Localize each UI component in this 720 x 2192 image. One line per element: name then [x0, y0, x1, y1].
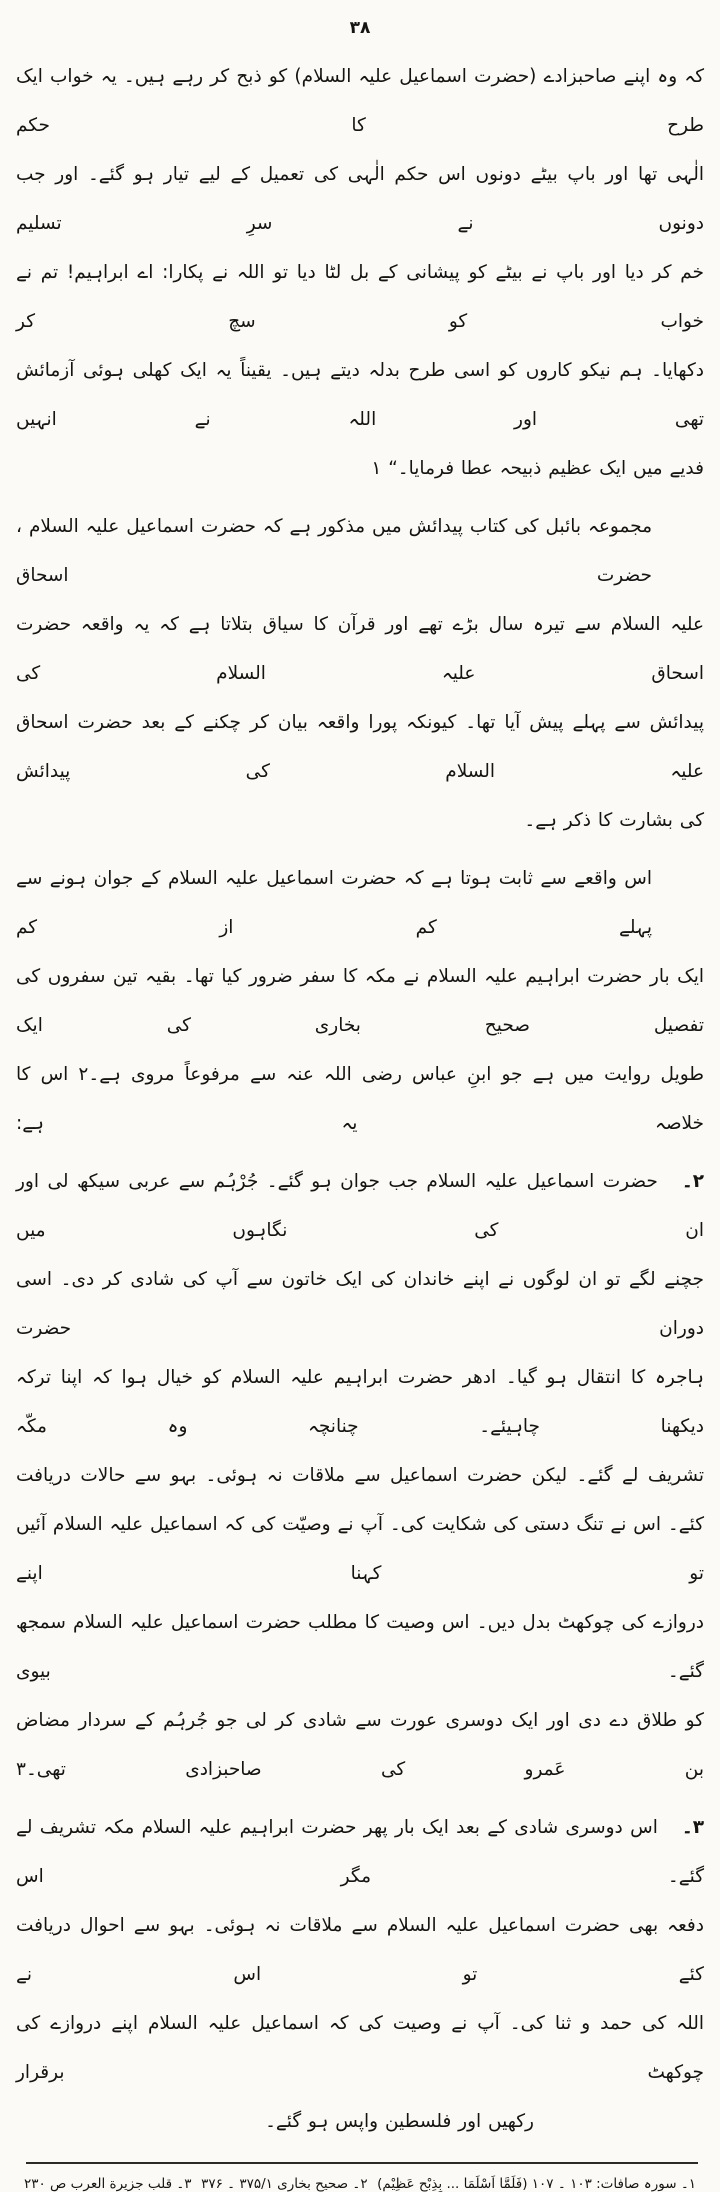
- text-line: خم کر دیا اور باپ نے بیٹے کو پیشانی کے بل لٹا دیا تو اللہ نے پکارا: اے ابراہیم! تم نے خواب کو سچ کر: [16, 262, 704, 332]
- list-item-2: [16, 1157, 704, 1794]
- text-line: الٰہی تھا اور باپ بیٹے دونوں اس حکم الٰہی کی تعمیل کے لیے تیار ہو گئے۔ اور جب دونوں نے سرِ تسلیم: [16, 164, 704, 234]
- text-line: ۲۔حضرت اسماعیل علیہ السلام جب جوان ہو گئے۔ جُرْہُم سے عربی سیکھ لی اور ان کی نگاہوں میں: [16, 1171, 704, 1241]
- list-item-3: [16, 1803, 704, 2146]
- list-marker: ۳۔: [681, 1817, 704, 1838]
- footnote-separator: [26, 2162, 698, 2164]
- footnotes: [16, 2176, 704, 2192]
- text-line: دکھایا۔ ہم نیکو کاروں کو اسی طرح بدلہ دیتے ہیں۔ یقیناً یہ ایک کھلی ہوئی آزمائش تھی اور اللہ نے انہیں: [16, 360, 704, 430]
- text-line: پیدائش سے پہلے پیش آیا تھا۔ کیونکہ پورا واقعہ بیان کر چکنے کے بعد حضرت اسحاق علیہ السلام کی پیدائش: [16, 712, 704, 782]
- text-line: کی بشارت کا ذکر ہے۔: [524, 810, 704, 831]
- text-line: اس واقعے سے ثابت ہوتا ہے کہ حضرت اسماعیل علیہ السلام کے جوان ہونے سے پہلے کم از کم: [16, 868, 652, 938]
- text-line: کو طلاق دے دی اور ایک دوسری عورت سے شادی کر لی جو جُرہُم کے سردار مضاض بن عَمرو کی صاحبزادی تھی۔۳: [16, 1710, 704, 1780]
- text-line: ایک بار حضرت ابراہیم علیہ السلام نے مکہ کا سفر ضرور کیا تھا۔ بقیہ تین سفروں کی تفصیل صحیح بخاری کی ایک: [16, 966, 704, 1036]
- footnote-1: ۱۔ سورہ صافات: ۱۰۳ ۔ ۱۰۷ (فَلَمَّا اَسْلَمَا ... بِذِبْحٍ عَظِيْمٍ): [377, 2176, 696, 2192]
- paragraph-2: [16, 502, 704, 845]
- footnote-3: ۳۔ قلب جزیرة العرب ص ۲۳۰: [24, 2176, 192, 2192]
- page-number: ۳۸: [349, 18, 371, 38]
- text-line: اللہ کی حمد و ثنا کی۔ آپ نے وصیت کی کہ اسماعیل علیہ السلام اپنے دروازے کی چوکھٹ برقرار: [16, 2013, 704, 2083]
- text-line: کئے۔ اس نے تنگ دستی کی شکایت کی۔ آپ نے وصیّت کی کہ اسماعیل علیہ السلام آئیں تو کہنا اپنے: [16, 1514, 704, 1584]
- paragraph-3: [16, 854, 704, 1148]
- text-line: ۳۔اس دوسری شادی کے بعد ایک بار پھر حضرت ابراہیم علیہ السلام مکہ تشریف لے گئے۔ مگر اس: [16, 1817, 704, 1887]
- text-line: مجموعہ بائبل کی کتاب پیدائش میں مذکور ہے کہ حضرت اسماعیل علیہ السلام ، حضرت اسحاق: [16, 516, 652, 586]
- list-marker: ۲۔: [681, 1171, 704, 1192]
- text-line: جچنے لگے تو ان لوگوں نے اپنے خاندان کی ایک خاتون سے آپ کی شادی کر دی۔ اسی دوران حضرت: [16, 1269, 704, 1339]
- text-line: تشریف لے گئے۔ لیکن حضرت اسماعیل سے ملاقات نہ ہوئی۔ بہو سے حالات دریافت: [16, 1465, 704, 1486]
- paragraph-1: [16, 52, 704, 493]
- text-line: دروازے کی چوکھٹ بدل دیں۔ اس وصیت کا مطلب حضرت اسماعیل علیہ السلام سمجھ گئے۔ بیوی: [16, 1612, 704, 1682]
- text-body: [16, 52, 704, 2146]
- text-line: رکھیں اور فلسطین واپس ہو گئے۔: [265, 2111, 534, 2132]
- text-line: فدیے میں ایک عظیم ذبیحہ عطا فرمایا۔“ ۱: [371, 458, 704, 479]
- text-line: ہاجرہ کا انتقال ہو گیا۔ ادھر حضرت ابراہیم علیہ السلام کو خیال ہوا کہ اپنا ترکہ دیکھنا چاہیئے۔ چنانچہ وہ مکّہ: [16, 1367, 704, 1437]
- text-line: علیہ السلام سے تیرہ سال بڑے تھے اور قرآن کا سیاق بتلاتا ہے کہ یہ واقعہ حضرت اسحاق علیہ السلام کی: [16, 614, 704, 684]
- text-line: طویل روایت میں ہے جو ابنِ عباس رضی اللہ عنہ سے مرفوعاً مروی ہے۔۲ اس کا خلاصہ یہ ہے:: [16, 1064, 704, 1134]
- text-line: کہ وہ اپنے صاحبزادے (حضرت اسماعیل علیہ السلام) کو ذبح کر رہے ہیں۔ یہ خواب ایک طرح کا حکم: [16, 66, 704, 136]
- text-line: دفعہ بھی حضرت اسماعیل علیہ السلام سے ملاقات نہ ہوئی۔ بہو سے احوال دریافت کئے تو اس نے: [16, 1915, 704, 1985]
- footnote-2: ۲۔ صحیح بخاری ۳۷۵/۱ ۔ ۳۷۶: [201, 2176, 368, 2192]
